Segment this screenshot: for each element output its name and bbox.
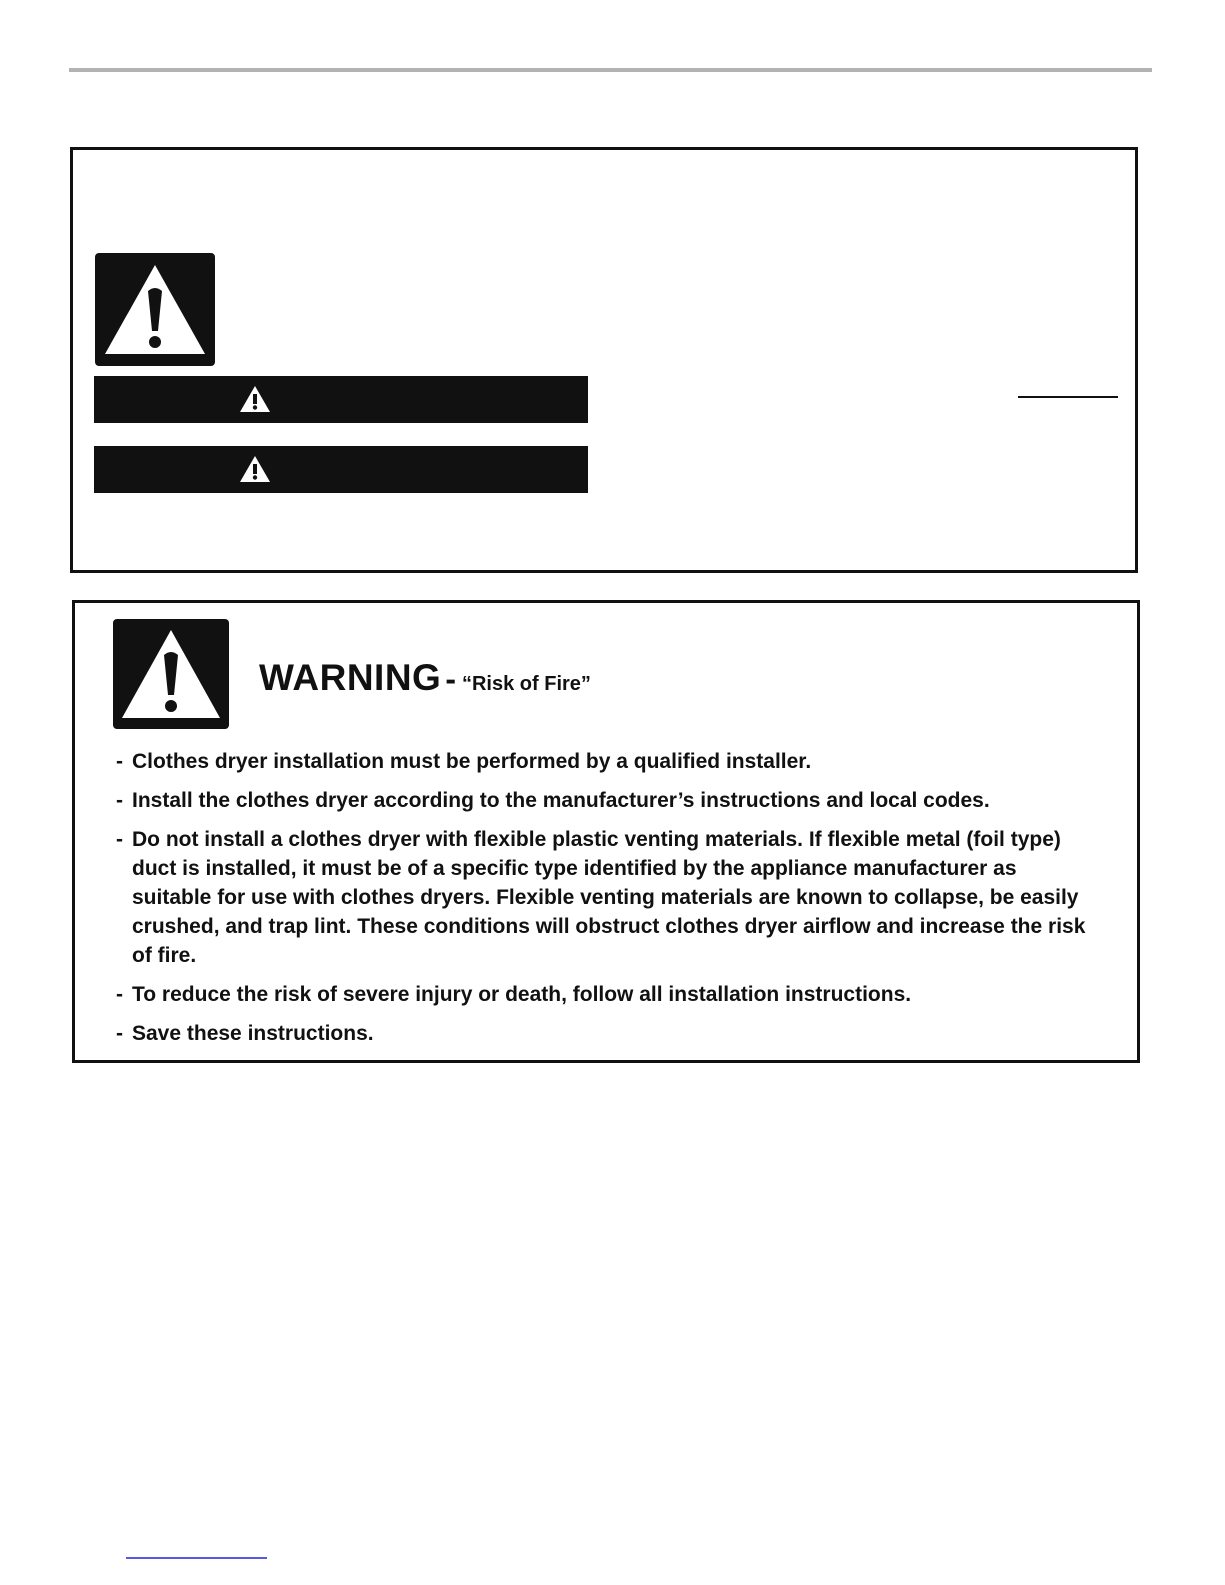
warning-triangle-icon (238, 384, 272, 414)
warning-list (116, 747, 1126, 1058)
list-item-text: To reduce the risk of severe injury or death, follow all installation instructions. (132, 983, 912, 1006)
list-bullet: - (116, 1022, 123, 1045)
warning-triangle-icon (238, 454, 272, 484)
signal-word: WARNING (259, 657, 442, 698)
list-item-text: Install the clothes dryer according to the manufacturer’s instructions and local codes. (132, 789, 990, 812)
danger-signal-bar (94, 376, 588, 423)
list-item-text: Do not install a clothes dryer with flexible plastic venting materials. If flexible metal (foil type) duct is installed, it must be of a specific type identified by the appliance manufacturer as suitable for use with clothes dryers. Flexible venting materials are known to collapse, be easily crushed, and trap lint. These conditions will obstruct clothes dryer airflow and increase the risk of fire. (132, 828, 1086, 967)
warning-heading (259, 659, 591, 696)
list-item (116, 747, 1126, 776)
list-item (116, 786, 1126, 815)
header-rule (69, 68, 1152, 72)
list-bullet: - (116, 789, 123, 812)
list-bullet: - (116, 983, 123, 1006)
warning-triangle-icon (113, 619, 229, 729)
safety-info-box (70, 147, 1138, 573)
heading-separator: - (445, 661, 456, 697)
underline-mark (1018, 396, 1118, 398)
list-item (116, 1019, 1126, 1048)
warning-triangle-icon (95, 253, 215, 366)
footer-link[interactable] (126, 1557, 267, 1559)
fire-warning-box (72, 600, 1140, 1063)
list-item (116, 825, 1092, 970)
list-item-text: Clothes dryer installation must be performed by a qualified installer. (132, 750, 812, 773)
list-bullet: - (116, 828, 123, 851)
warning-subtitle: “Risk of Fire” (461, 673, 591, 695)
list-item-text: Save these instructions. (132, 1022, 374, 1045)
list-bullet: - (116, 750, 123, 773)
list-item (116, 980, 1126, 1009)
warning-signal-bar (94, 446, 588, 493)
